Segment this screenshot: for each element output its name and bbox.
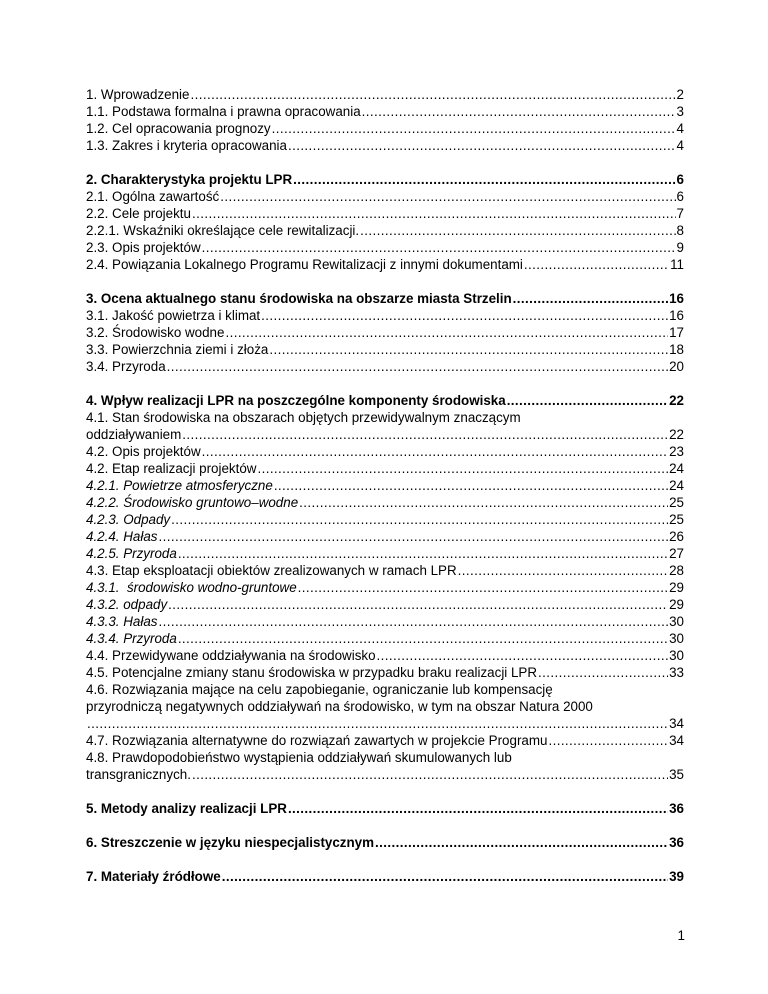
toc-entry-page: 23 xyxy=(669,444,684,459)
toc-entry-4-1[interactable] xyxy=(86,426,684,443)
toc-leader-dots xyxy=(178,630,668,647)
toc-entry-page: 22 xyxy=(669,393,684,408)
toc-entry-4-3[interactable] xyxy=(86,562,684,579)
section-gap xyxy=(86,375,684,392)
section-gap xyxy=(86,154,684,171)
toc-leader-dots xyxy=(458,562,668,579)
toc-entry-page: 22 xyxy=(669,427,684,442)
toc-leader-dots xyxy=(298,579,668,596)
toc-entry-5[interactable] xyxy=(86,800,684,817)
toc-leader-dots xyxy=(158,528,668,545)
toc-entry-page: 29 xyxy=(669,580,684,595)
toc-entry-4[interactable] xyxy=(86,392,684,409)
toc-entry-title: 4.4. Przewidywane oddziaływania na środowisko xyxy=(86,648,376,663)
toc-leader-dots xyxy=(293,171,675,188)
toc-leader-dots xyxy=(377,647,669,664)
toc-leader-dots xyxy=(299,494,668,511)
toc-entry-4-2-1[interactable] xyxy=(86,477,684,494)
toc-leader-dots xyxy=(178,545,668,562)
toc-entry-page: 7 xyxy=(676,206,684,221)
toc-entry-title: 4.3.4. Przyroda xyxy=(86,631,177,646)
toc-entry-4-1-first-line[interactable]: 4.1. Stan środowiska na obszarach objętych przewidywalnym znaczącym xyxy=(86,410,521,425)
toc-entry-title: oddziaływaniem xyxy=(86,427,182,442)
toc-entry-page: 28 xyxy=(669,563,684,578)
toc-entry-4-5[interactable] xyxy=(86,664,684,681)
toc-leader-dots xyxy=(288,800,668,817)
toc-leader-dots xyxy=(182,426,668,443)
toc-leader-dots xyxy=(202,239,676,256)
toc-entry-4-3-3[interactable] xyxy=(86,613,684,630)
toc-entry-1-1[interactable] xyxy=(86,103,684,120)
toc-entry-title: 3.2. Środowisko wodne xyxy=(86,325,225,340)
toc-leader-dots xyxy=(168,596,668,613)
toc-entry-page: 20 xyxy=(669,359,684,374)
toc-leader-dots xyxy=(362,103,676,120)
toc-entry-page: 9 xyxy=(676,240,684,255)
toc-leader-dots xyxy=(269,341,668,358)
toc-entry-4-3-1[interactable] xyxy=(86,579,684,596)
toc-entry-title: 1.2. Cel opracowania prognozy xyxy=(86,121,271,136)
toc-entry-title: 4.2.4. Hałas xyxy=(86,529,158,544)
toc-entry-page: 18 xyxy=(669,342,684,357)
toc-entry-title: 3.4. Przyroda xyxy=(86,359,166,374)
toc-entry-title: 6. Streszczenie w języku niespecjalistycznym xyxy=(86,835,375,850)
toc-leader-dots xyxy=(548,732,668,749)
toc-entry-4-2-2[interactable] xyxy=(86,494,684,511)
page-number: 1 xyxy=(677,928,685,943)
table-of-contents xyxy=(86,86,684,885)
toc-leader-dots xyxy=(507,392,668,409)
toc-entry-page: 30 xyxy=(669,614,684,629)
toc-entry-page: 25 xyxy=(669,512,684,527)
toc-leader-dots xyxy=(288,137,676,154)
toc-entry-2-1[interactable] xyxy=(86,188,684,205)
toc-entry-4-2-etap[interactable] xyxy=(86,460,684,477)
toc-entry-page: 27 xyxy=(669,546,684,561)
toc-entry-title: 4.3. Etap eksploatacji obiektów zrealizowanych w ramach LPR xyxy=(86,563,457,578)
toc-entry-page: 17 xyxy=(669,325,684,340)
toc-entry-4-6-second-line[interactable]: przyrodniczą negatywnych oddziaływań na środowisko, w tym na obszar Natura 2000 xyxy=(86,699,593,714)
toc-entry-page: 11 xyxy=(670,257,684,272)
toc-entry-page: 34 xyxy=(669,733,684,748)
toc-entry-title: 3.1. Jakość powietrza i klimat xyxy=(86,308,261,323)
toc-leader-dots xyxy=(257,460,668,477)
toc-entry-title: 4.2. Etap realizacji projektów xyxy=(86,461,257,476)
toc-leader-dots xyxy=(192,766,668,783)
toc-entry-title: 4.3.1. środowisko wodno-gruntowe xyxy=(86,580,297,595)
toc-entry-title: 2.2.1. Wskaźniki określające cele rewitalizacji. xyxy=(86,223,360,238)
toc-entry-4-8-first-line[interactable]: 4.8. Prawdopodobieństwo wystąpienia oddziaływań skumulowanych lub xyxy=(86,750,512,765)
toc-entry-page: 3 xyxy=(676,104,684,119)
toc-entry-title: 4.3.3. Hałas xyxy=(86,614,158,629)
toc-entry-4-6-first-line[interactable]: 4.6. Rozwiązania mające na celu zapobieganie, ograniczanie lub kompensację xyxy=(86,682,553,697)
toc-entry-2-2-1[interactable] xyxy=(86,222,684,239)
toc-entry-title: 3. Ocena aktualnego stanu środowiska na obszarze miasta Strzelin xyxy=(86,291,512,306)
toc-entry-4-3-2[interactable] xyxy=(86,596,684,613)
toc-entry-page: 2 xyxy=(676,87,684,102)
toc-leader-dots xyxy=(513,290,668,307)
toc-entry-4-2-5[interactable] xyxy=(86,545,684,562)
toc-leader-dots xyxy=(192,205,676,222)
section-gap xyxy=(86,817,684,834)
toc-leader-dots xyxy=(220,188,675,205)
toc-entry-title: 5. Metody analizy realizacji LPR xyxy=(86,801,287,816)
toc-entry-page: 25 xyxy=(669,495,684,510)
toc-entry-page: 4 xyxy=(676,121,684,136)
toc-entry-3-3[interactable] xyxy=(86,341,684,358)
toc-entry-4-2-opis[interactable] xyxy=(86,443,684,460)
toc-entry-page: 8 xyxy=(676,223,684,238)
toc-entry-title: 2.1. Ogólna zawartość xyxy=(86,189,220,204)
toc-entry-title: 4.2.5. Przyroda xyxy=(86,546,177,561)
toc-entry-page: 36 xyxy=(669,801,684,816)
toc-leader-dots xyxy=(375,834,668,851)
toc-leader-dots xyxy=(158,613,668,630)
toc-leader-dots xyxy=(171,511,668,528)
toc-entry-title: 4.2.1. Powietrze atmosferyczne xyxy=(86,478,273,493)
toc-leader-dots xyxy=(360,222,675,239)
toc-entry-3[interactable] xyxy=(86,290,684,307)
toc-leader-dots xyxy=(87,715,668,732)
toc-entry-4-3-4[interactable] xyxy=(86,630,684,647)
toc-entry-title: 1. Wprowadzenie xyxy=(86,87,190,102)
toc-entry-1-3[interactable] xyxy=(86,137,684,154)
toc-entry-title: 4.5. Potencjalne zmiany stanu środowiska w przypadku braku realizacji LPR xyxy=(86,665,538,680)
toc-entry-page: 6 xyxy=(676,172,684,187)
toc-entry-page: 36 xyxy=(669,835,684,850)
toc-entry-page: 24 xyxy=(669,461,684,476)
section-gap xyxy=(86,851,684,868)
toc-leader-dots xyxy=(274,477,668,494)
toc-entry-2-4[interactable] xyxy=(86,256,684,273)
toc-entry-3-1[interactable] xyxy=(86,307,684,324)
toc-entry-page: 33 xyxy=(669,665,684,680)
toc-entry-2-3[interactable] xyxy=(86,239,684,256)
toc-entry-3-2[interactable] xyxy=(86,324,684,341)
toc-entry-title: 1.3. Zakres i kryteria opracowania xyxy=(86,138,287,153)
toc-entry-title: 2.4. Powiązania Lokalnego Programu Rewitalizacji z innymi dokumentami xyxy=(86,257,523,272)
toc-entry-title: 4.3.2. odpady xyxy=(86,597,168,612)
section-gap xyxy=(86,783,684,800)
toc-leader-dots xyxy=(524,256,669,273)
toc-entry-title: 4.7. Rozwiązania alternatywne do rozwiązań zawartych w projekcie Programu xyxy=(86,733,548,748)
toc-entry-page: 4 xyxy=(676,138,684,153)
toc-entry-3-4[interactable] xyxy=(86,358,684,375)
toc-entry-page: 16 xyxy=(669,291,684,306)
toc-entry-title: 4.2.3. Odpady xyxy=(86,512,171,527)
toc-entry-6[interactable] xyxy=(86,834,684,851)
toc-entry-title: 3.3. Powierzchnia ziemi i złoża xyxy=(86,342,269,357)
toc-entry-page: 29 xyxy=(669,597,684,612)
toc-leader-dots xyxy=(222,868,668,885)
toc-leader-dots xyxy=(261,307,668,324)
toc-entry-title: 2.3. Opis projektów xyxy=(86,240,201,255)
toc-entry-7[interactable] xyxy=(86,868,684,885)
toc-entry-4-4[interactable] xyxy=(86,647,684,664)
toc-entry-page: 35 xyxy=(669,767,684,782)
toc-leader-dots xyxy=(190,86,675,103)
toc-entry-1[interactable] xyxy=(86,86,684,103)
toc-entry-page: 34 xyxy=(669,716,684,731)
toc-entry-page: 24 xyxy=(669,478,684,493)
toc-entry-4-8[interactable] xyxy=(86,766,684,783)
toc-entry-page: 6 xyxy=(676,189,684,204)
toc-entry-4-6[interactable] xyxy=(86,715,684,732)
toc-entry-page: 39 xyxy=(669,869,684,884)
toc-entry-page: 30 xyxy=(669,631,684,646)
toc-entry-title: 2. Charakterystyka projektu LPR xyxy=(86,172,293,187)
toc-leader-dots xyxy=(202,443,668,460)
toc-leader-dots xyxy=(225,324,668,341)
toc-entry-2[interactable] xyxy=(86,171,684,188)
toc-entry-4-2-3[interactable] xyxy=(86,511,684,528)
toc-leader-dots xyxy=(538,664,668,681)
toc-entry-4-2-4[interactable] xyxy=(86,528,684,545)
toc-leader-dots xyxy=(167,358,668,375)
toc-entry-page: 16 xyxy=(669,308,684,323)
toc-entry-title: 7. Materiały źródłowe xyxy=(86,869,221,884)
toc-entry-4-7[interactable] xyxy=(86,732,684,749)
toc-entry-title: 4.2. Opis projektów xyxy=(86,444,201,459)
toc-leader-dots xyxy=(272,120,676,137)
toc-entry-2-2[interactable] xyxy=(86,205,684,222)
toc-entry-title: 4.2.2. Środowisko gruntowo–wodne xyxy=(86,495,299,510)
section-gap xyxy=(86,273,684,290)
toc-entry-1-2[interactable] xyxy=(86,120,684,137)
toc-entry-title: transgranicznych. xyxy=(86,767,191,782)
toc-entry-page: 26 xyxy=(669,529,684,544)
toc-entry-page: 30 xyxy=(669,648,684,663)
toc-entry-title: 4. Wpływ realizacji LPR na poszczególne komponenty środowiska xyxy=(86,393,506,408)
toc-entry-title: 2.2. Cele projektu xyxy=(86,206,191,221)
toc-entry-title: 1.1. Podstawa formalna i prawna opracowania xyxy=(86,104,361,119)
